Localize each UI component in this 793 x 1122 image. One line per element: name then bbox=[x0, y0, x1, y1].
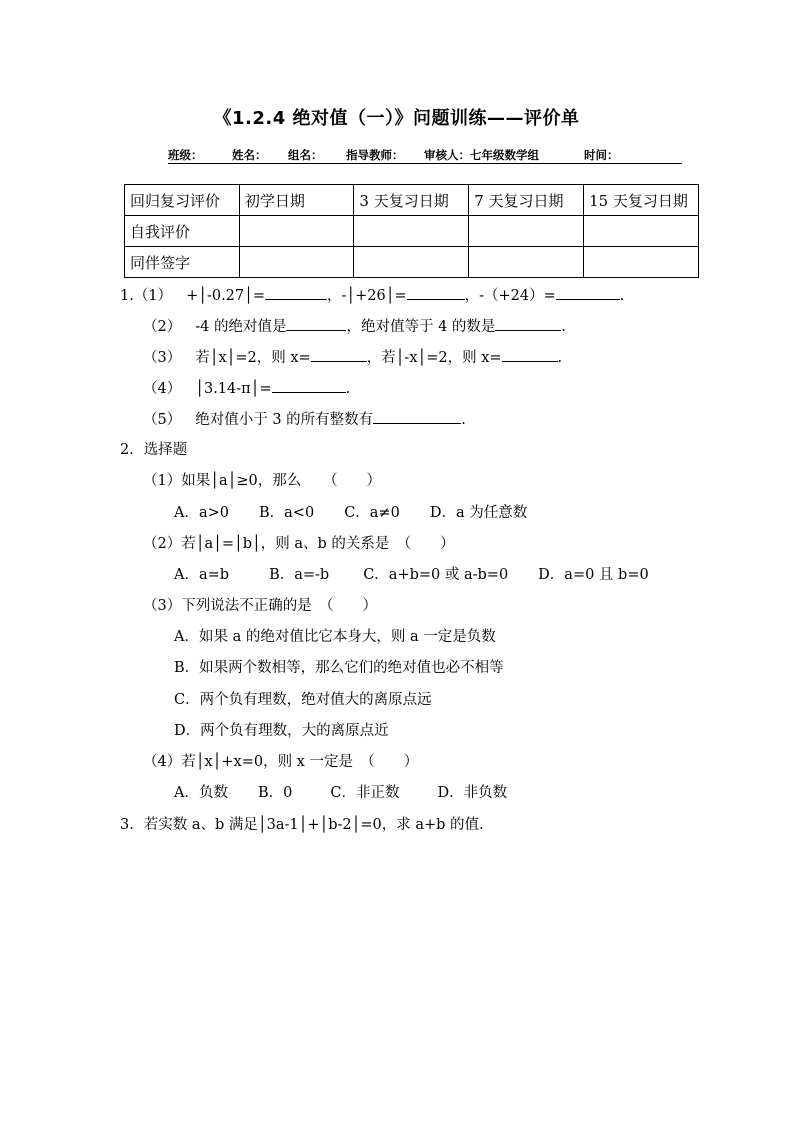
reviewer-label: 审核人：七年级数学组 bbox=[424, 148, 539, 162]
q1-part3-text-b: ，若│-x│=2，则 x= bbox=[366, 350, 502, 366]
q1-part5 bbox=[143, 409, 466, 430]
period: . bbox=[619, 288, 625, 304]
q3-text: 3．若实数 a、b 满足│3a-1│+│b-2│=0，求 a+b 的值. bbox=[120, 817, 484, 833]
option-b[interactable]: B．0 bbox=[257, 785, 293, 801]
option-a[interactable]: A．如果 a 的绝对值比它本身大，则 a 一定是负数 bbox=[174, 629, 496, 645]
table-header-cell: 7 天复习日期 bbox=[469, 185, 584, 216]
table-cell[interactable] bbox=[469, 216, 584, 247]
answer-blank[interactable] bbox=[286, 316, 346, 331]
q2-sub1-stem: （1）如果│a│≥0，那么 （ ） bbox=[143, 473, 381, 489]
table-row bbox=[125, 247, 699, 278]
q1-part5-number: （5） bbox=[143, 412, 182, 428]
q1-part1-text-a: +│-0.27│= bbox=[186, 288, 266, 304]
q1-part2-number: （2） bbox=[143, 319, 182, 335]
table-cell[interactable] bbox=[354, 247, 469, 278]
table-cell[interactable] bbox=[469, 247, 584, 278]
option-d[interactable]: D．a 为任意数 bbox=[429, 505, 528, 521]
q1-part2-text-a: -4 的绝对值是 bbox=[195, 319, 287, 335]
table-header-cell: 15 天复习日期 bbox=[584, 185, 699, 216]
group-label: 组名： bbox=[288, 148, 323, 162]
option-a[interactable]: A．a=b bbox=[174, 567, 230, 583]
q2-sub4-stem: （4）若│x│+x=0，则 x 一定是 （ ） bbox=[143, 754, 419, 770]
table-cell[interactable] bbox=[584, 247, 699, 278]
period: . bbox=[345, 381, 351, 397]
table-cell: 自我评价 bbox=[125, 216, 240, 247]
q1-part1 bbox=[120, 285, 624, 306]
q2-sub4-options bbox=[174, 783, 507, 803]
q2-sub2-stem: （2）若│a│=│b│，则 a、b 的关系是 （ ） bbox=[143, 536, 455, 552]
table-cell[interactable] bbox=[584, 216, 699, 247]
q1-part1-number: 1.（1） bbox=[120, 288, 173, 304]
period: . bbox=[561, 319, 567, 335]
class-label: 班级： bbox=[168, 148, 203, 162]
answer-blank[interactable] bbox=[556, 285, 620, 300]
time-label: 时间： bbox=[584, 148, 619, 162]
review-table bbox=[124, 184, 699, 278]
option-c[interactable]: C．两个负有理数，绝对值大的离原点远 bbox=[174, 692, 432, 708]
table-header-row bbox=[125, 185, 699, 216]
page-title: 《1.2.4 绝对值（一）》问题训练——评价单 bbox=[213, 108, 580, 129]
answer-blank[interactable] bbox=[373, 409, 461, 424]
table-header-cell: 回归复习评价 bbox=[125, 185, 240, 216]
table-header-cell: 3 天复习日期 bbox=[354, 185, 469, 216]
q1-part2-text-b: ，绝对值等于 4 的数是 bbox=[346, 319, 496, 335]
option-d[interactable]: D．两个负有理数，大的离原点近 bbox=[174, 723, 389, 739]
q1-part4 bbox=[143, 378, 350, 399]
answer-blank[interactable] bbox=[311, 347, 367, 362]
option-b[interactable]: B．a<0 bbox=[259, 505, 315, 521]
q2-heading: 2．选择题 bbox=[120, 442, 188, 458]
option-c[interactable]: C．a+b=0 或 a-b=0 bbox=[363, 567, 509, 583]
option-b[interactable]: B．如果两个数相等，那么它们的绝对值也必不相等 bbox=[174, 660, 504, 676]
table-header-cell: 初学日期 bbox=[239, 185, 354, 216]
table-cell[interactable] bbox=[354, 216, 469, 247]
period: . bbox=[557, 350, 563, 366]
answer-blank[interactable] bbox=[495, 316, 561, 331]
answer-blank[interactable] bbox=[265, 285, 327, 300]
info-line bbox=[168, 147, 682, 164]
q2-sub1-options bbox=[174, 503, 527, 523]
name-label: 姓名： bbox=[232, 148, 267, 162]
table-cell: 同伴签字 bbox=[125, 247, 240, 278]
q1-part3-number: （3） bbox=[143, 350, 182, 366]
option-d[interactable]: D．非负数 bbox=[437, 785, 508, 801]
option-c[interactable]: C．a≠0 bbox=[344, 505, 400, 521]
answer-blank[interactable] bbox=[272, 378, 346, 393]
q1-part1-text-b: ，-│+26│= bbox=[327, 288, 407, 304]
table-cell[interactable] bbox=[239, 247, 354, 278]
q1-part4-text-a: │3.14-π│= bbox=[195, 381, 272, 397]
option-a[interactable]: A．负数 bbox=[174, 785, 228, 801]
q1-part3-text-a: 若│x│=2，则 x= bbox=[195, 350, 311, 366]
q1-part3 bbox=[143, 347, 562, 368]
period: . bbox=[461, 412, 466, 428]
table-cell[interactable] bbox=[239, 216, 354, 247]
answer-blank[interactable] bbox=[502, 347, 558, 362]
option-a[interactable]: A．a>0 bbox=[174, 505, 229, 521]
option-d[interactable]: D．a=0 且 b=0 bbox=[538, 567, 649, 583]
q1-part2 bbox=[143, 316, 566, 337]
q2-sub2-options bbox=[174, 565, 649, 585]
q1-part4-number: （4） bbox=[143, 381, 182, 397]
answer-blank[interactable] bbox=[407, 285, 465, 300]
option-b[interactable]: B．a=-b bbox=[269, 567, 330, 583]
teacher-label: 指导教师： bbox=[346, 148, 404, 162]
q2-sub3-stem: （3）下列说法不正确的是 （ ） bbox=[143, 598, 377, 614]
table-row bbox=[125, 216, 699, 247]
q1-part1-text-c: ，-（+24）= bbox=[464, 288, 556, 304]
option-c[interactable]: C．非正数 bbox=[330, 785, 400, 801]
q1-part5-text-a: 绝对值小于 3 的所有整数有 bbox=[195, 412, 374, 428]
